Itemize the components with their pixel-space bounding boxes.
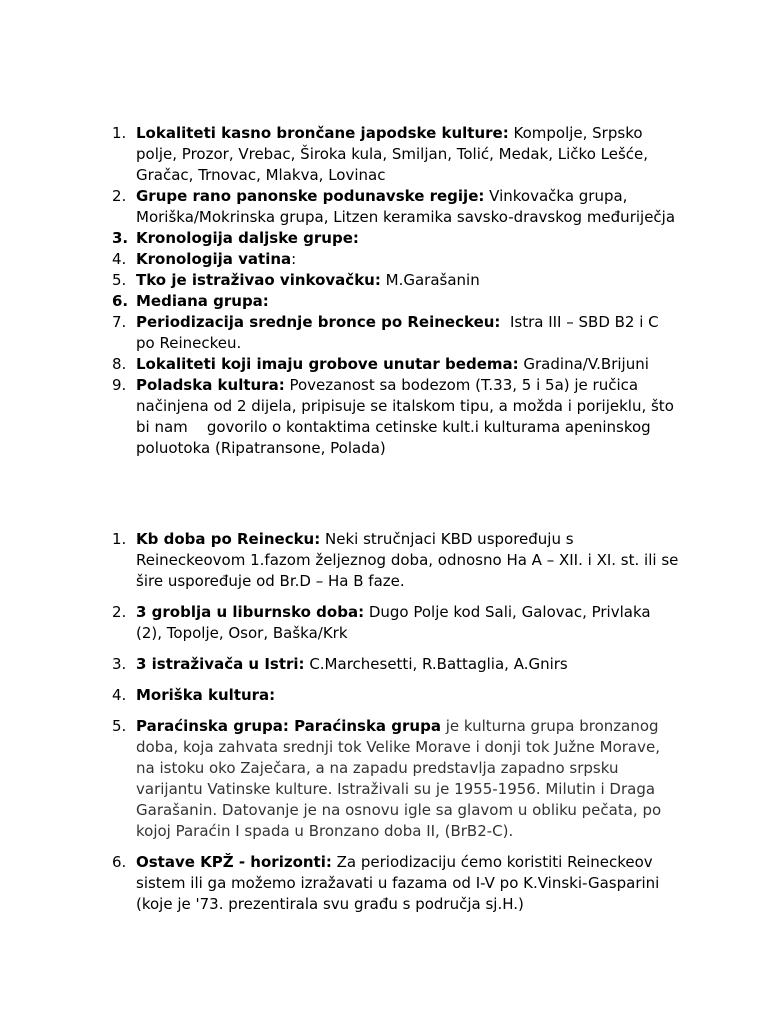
item-title: Kb doba po Reinecku: [136, 530, 321, 548]
list-item [0, 529, 681, 592]
item-title: Grupe rano panonske podunavske regije: [136, 187, 485, 205]
item-title: 3 groblja u liburnsko doba: [136, 603, 365, 621]
list-item [0, 716, 681, 842]
item-number: 5. [112, 717, 127, 735]
item-number: 6. [112, 292, 129, 310]
item-text: je kulturna grupa bronzanog doba, koja zahvata srednji tok Velike Morave i donji tok Južne Morave, na istoku oko Zaječara, a na zapadu predstavlja zapadno srpsku varijantu Vatinske kulture. Istraživali su je 1955-1956. Milutin i Draga Garašanin. Datovanje je na osnovu igle sa glavom u obliku pečata, po kojoj Paraćin I spada u Bronzano doba II, (BrB2-C). [136, 717, 662, 840]
item-text: C.Marchesetti, R.Battaglia, A.Gnirs [304, 655, 568, 673]
list-item [0, 249, 681, 270]
item-number: 1. [112, 530, 127, 548]
item-title: Kronologija daljske grupe: [136, 229, 359, 247]
list-item [0, 123, 681, 186]
numbered-list-1 [0, 123, 768, 459]
list-item [0, 270, 681, 291]
list-item [0, 654, 681, 675]
item-title: Paraćinska grupa: Paraćinska grupa [136, 717, 441, 735]
item-text: Istra III – SBD B2 i C po Reineckeu. [136, 313, 664, 352]
item-title: Ostave KPŽ - horizonti: [136, 853, 332, 871]
item-title: Mediana grupa: [136, 292, 269, 310]
item-number: 4. [112, 686, 127, 704]
item-text: Dugo Polje kod Sali, Galovac, Privlaka (2), Topolje, Osor, Baška/Krk [136, 603, 651, 642]
item-text: Neki stručnjaci KBD uspoređuju s Reineckeovom 1.fazom željeznog doba, odnosno Ha A – XII. i XI. st. ili se šire uspoređuje od Br.D – Ha B faze. [136, 530, 679, 590]
numbered-list-2 [0, 529, 768, 925]
item-title: Lokaliteti koji imaju grobove unutar bedema: [136, 355, 519, 373]
list-item [0, 685, 681, 706]
item-number: 3. [112, 655, 127, 673]
item-text: Kompolje, Srpsko polje, Prozor, Vrebac, Široka kula, Smiljan, Tolić, Medak, Ličko Lešće, Gračac, Trnovac, Mlakva, Lovinac [136, 124, 649, 184]
list-item [0, 375, 681, 459]
item-number: 3. [112, 229, 129, 247]
item-title: Poladska kultura: [136, 376, 285, 394]
item-title: Kronologija vatina [136, 250, 292, 268]
item-number: 5. [112, 271, 127, 289]
list-item [0, 602, 681, 644]
item-text: M.Garašanin [380, 271, 480, 289]
item-number: 2. [112, 187, 127, 205]
item-number: 4. [112, 250, 127, 268]
item-number: 2. [112, 603, 127, 621]
item-number: 8. [112, 355, 127, 373]
item-text: Za periodizaciju ćemo koristiti Reineckeov sistem ili ga možemo izražavati u fazama od I-V po K.Vinski-Gasparini (koje je '73. prezentirala svu građu s područja sj.H.) [136, 853, 660, 913]
list-item [0, 291, 681, 312]
list-item [0, 852, 681, 915]
item-title: Periodizacija srednje bronce po Reineckeu: [136, 313, 501, 331]
item-text: Vinkovačka grupa, Moriška/Mokrinska grupa, Litzen keramika savsko-dravskog međuriječja [136, 187, 676, 226]
item-title: Tko je istraživao vinkovačku: [136, 271, 381, 289]
item-number: 1. [112, 124, 127, 142]
item-number: 9. [112, 376, 127, 394]
item-title: 3 istraživača u Istri: [136, 655, 305, 673]
list-item [0, 228, 681, 249]
item-text: : [291, 250, 297, 268]
list-item [0, 186, 681, 228]
list-item [0, 312, 681, 354]
item-title: Moriška kultura: [136, 686, 276, 704]
item-text: Gradina/V.Brijuni [518, 355, 649, 373]
item-number: 6. [112, 853, 127, 871]
item-text: Povezanost sa bodezom (T.33, 5 i 5a) je ručica načinjena od 2 dijela, pripisuje se italskom tipu, a možda i porijeklu, što bi nam govorilo o kontaktima cetinske kult.i kulturama apeninskog poluotoka (Ripatransone, Polada) [136, 376, 679, 457]
item-title: Lokaliteti kasno brončane japodske kulture: [136, 124, 509, 142]
item-number: 7. [112, 313, 127, 331]
list-item [0, 354, 681, 375]
